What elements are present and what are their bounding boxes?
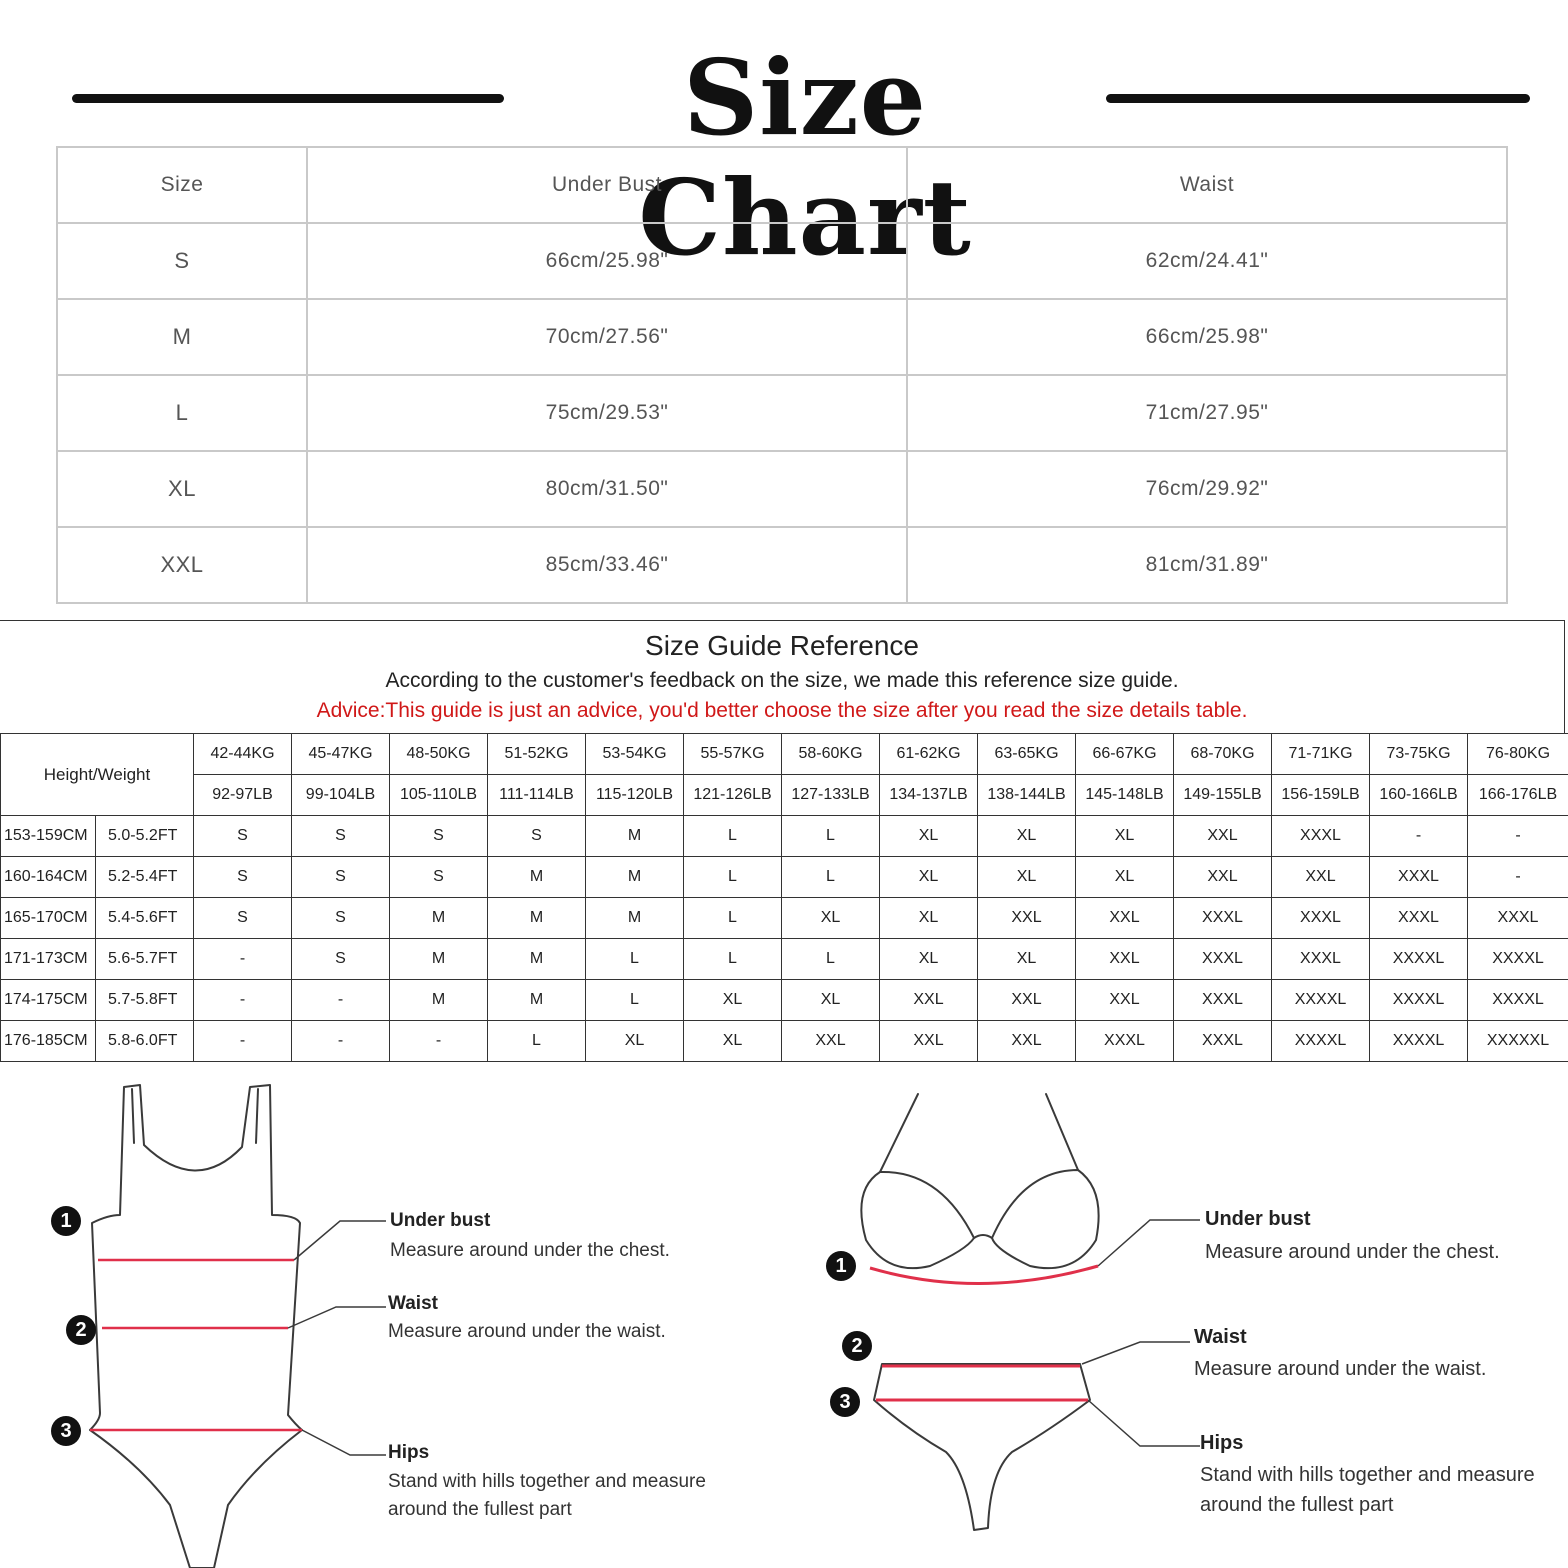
size-cell: - [1468, 857, 1568, 898]
size-cell: XXL [782, 1021, 880, 1062]
waist-desc: Measure around under the waist. [1194, 1358, 1487, 1380]
bikini-outline [861, 1094, 1098, 1530]
height-cm-cell: 176-185CM [1, 1021, 96, 1062]
height-ft-cell: 5.6-5.7FT [96, 939, 194, 980]
size-cell: XXXXL [1272, 980, 1370, 1021]
table-cell: 75cm/29.53" [307, 375, 907, 451]
size-cell: XL [586, 1021, 684, 1062]
size-cell: XXL [880, 980, 978, 1021]
measure-lines [90, 1260, 302, 1430]
size-cell: XXXXL [1272, 1021, 1370, 1062]
size-cell: XXXXL [1370, 939, 1468, 980]
table-cell: 66cm/25.98" [307, 223, 907, 299]
size-cell: XXL [1174, 816, 1272, 857]
size-cell: S [194, 857, 292, 898]
size-cell: XXXL [1370, 898, 1468, 939]
size-cell: XL [880, 898, 978, 939]
size-table [56, 146, 1508, 604]
table-cell: XXL [57, 527, 307, 603]
table-row [1, 1021, 1568, 1062]
size-cell: XL [978, 816, 1076, 857]
weight-lb-header: 145-148LB [1076, 775, 1174, 816]
size-cell: M [488, 939, 586, 980]
weight-lb-header: 99-104LB [292, 775, 390, 816]
weight-lb-header: 149-155LB [1174, 775, 1272, 816]
weight-kg-header: 73-75KG [1370, 734, 1468, 775]
size-cell: XL [978, 857, 1076, 898]
hips-desc-line1: Stand with hills together and measure [1200, 1464, 1535, 1486]
weight-lb-header: 138-144LB [978, 775, 1076, 816]
table-cell: 70cm/27.56" [307, 299, 907, 375]
weight-kg-header: 48-50KG [390, 734, 488, 775]
header-rule-left [72, 94, 504, 103]
size-cell: XXL [978, 980, 1076, 1021]
size-cell: M [488, 857, 586, 898]
weight-kg-header: 63-65KG [978, 734, 1076, 775]
height-weight-header: Height/Weight [1, 734, 194, 816]
size-cell: - [292, 980, 390, 1021]
weight-kg-header: 45-47KG [292, 734, 390, 775]
weight-kg-header: 76-80KG [1468, 734, 1568, 775]
guide-advice: Advice:This guide is just an advice, you'd better choose the size after you read the size details table. [316, 699, 1248, 722]
guide-weight-lb-row [1, 775, 1568, 816]
size-cell: S [390, 816, 488, 857]
size-cell: M [586, 898, 684, 939]
swimsuit-outline [90, 1085, 302, 1568]
weight-kg-header: 71-71KG [1272, 734, 1370, 775]
size-cell: M [390, 980, 488, 1021]
leader-lines [1082, 1220, 1200, 1446]
table-row [1, 898, 1568, 939]
size-guide-table [0, 733, 1568, 1062]
size-cell: - [1468, 816, 1568, 857]
waist-label: Waist [388, 1293, 438, 1314]
size-cell: M [586, 816, 684, 857]
size-cell: XXXL [1174, 939, 1272, 980]
weight-lb-header: 156-159LB [1272, 775, 1370, 816]
table-cell: M [57, 299, 307, 375]
leader-lines [288, 1221, 386, 1455]
size-cell: S [292, 898, 390, 939]
step-3-badge: 3 [51, 1416, 81, 1446]
size-table-header: Waist [907, 147, 1507, 223]
bikini-measure-illustration [790, 1080, 1230, 1540]
size-cell: XL [684, 980, 782, 1021]
under-bust-label: Under bust [1205, 1208, 1311, 1230]
table-row [57, 223, 1507, 299]
guide-subtitle: According to the customer's feedback on the size, we made this reference size guide. [385, 669, 1179, 692]
size-cell: M [488, 980, 586, 1021]
height-cm-cell: 160-164CM [1, 857, 96, 898]
table-cell: 62cm/24.41" [907, 223, 1507, 299]
weight-kg-header: 55-57KG [684, 734, 782, 775]
weight-lb-header: 121-126LB [684, 775, 782, 816]
size-cell: S [292, 816, 390, 857]
step-1-badge: 1 [51, 1206, 81, 1236]
size-cell: XL [782, 898, 880, 939]
table-cell: XL [57, 451, 307, 527]
table-cell: 66cm/25.98" [907, 299, 1507, 375]
size-cell: L [684, 816, 782, 857]
table-cell: 76cm/29.92" [907, 451, 1507, 527]
step-2-badge: 2 [66, 1315, 96, 1345]
size-cell: XL [880, 816, 978, 857]
weight-kg-header: 53-54KG [586, 734, 684, 775]
weight-lb-header: 166-176LB [1468, 775, 1568, 816]
height-cm-cell: 174-175CM [1, 980, 96, 1021]
weight-kg-header: 42-44KG [194, 734, 292, 775]
size-cell: - [194, 980, 292, 1021]
height-ft-cell: 5.0-5.2FT [96, 816, 194, 857]
under-bust-desc: Measure around under the chest. [1205, 1241, 1500, 1263]
size-cell: XXXXXL [1468, 1021, 1568, 1062]
size-cell: L [684, 857, 782, 898]
under-bust-label: Under bust [390, 1210, 491, 1231]
size-cell: L [782, 857, 880, 898]
weight-lb-header: 92-97LB [194, 775, 292, 816]
size-cell: M [586, 857, 684, 898]
table-cell: 85cm/33.46" [307, 527, 907, 603]
page-title: Size Chart [638, 36, 972, 279]
size-table-header: Under Bust [307, 147, 907, 223]
size-cell: XXL [1174, 857, 1272, 898]
size-cell: S [390, 857, 488, 898]
height-ft-cell: 5.8-6.0FT [96, 1021, 194, 1062]
size-table-header: Size [57, 147, 307, 223]
size-cell: L [488, 1021, 586, 1062]
table-row [57, 299, 1507, 375]
size-cell: XL [684, 1021, 782, 1062]
size-cell: M [390, 898, 488, 939]
header-rule-right [1106, 94, 1530, 103]
table-row [57, 527, 1507, 603]
size-cell: XXXL [1272, 816, 1370, 857]
size-cell: - [194, 939, 292, 980]
size-cell: - [390, 1021, 488, 1062]
hips-desc-line2: around the fullest part [1200, 1494, 1394, 1516]
weight-lb-header: 127-133LB [782, 775, 880, 816]
height-cm-cell: 171-173CM [1, 939, 96, 980]
weight-lb-header: 134-137LB [880, 775, 978, 816]
size-cell: XXXXL [1370, 980, 1468, 1021]
table-cell: 80cm/31.50" [307, 451, 907, 527]
height-cm-cell: 153-159CM [1, 816, 96, 857]
size-cell: S [488, 816, 586, 857]
height-ft-cell: 5.4-5.6FT [96, 898, 194, 939]
weight-lb-header: 115-120LB [586, 775, 684, 816]
height-ft-cell: 5.7-5.8FT [96, 980, 194, 1021]
weight-kg-header: 61-62KG [880, 734, 978, 775]
size-cell: XL [880, 857, 978, 898]
size-cell: L [684, 939, 782, 980]
step-1-badge: 1 [826, 1251, 856, 1281]
height-ft-cell: 5.2-5.4FT [96, 857, 194, 898]
guide-weight-kg-row [1, 734, 1568, 775]
weight-lb-header: 105-110LB [390, 775, 488, 816]
weight-kg-header: 68-70KG [1174, 734, 1272, 775]
size-cell: - [292, 1021, 390, 1062]
size-cell: XXL [1272, 857, 1370, 898]
size-cell: L [586, 939, 684, 980]
hips-label: Hips [1200, 1432, 1244, 1454]
size-cell: L [782, 816, 880, 857]
size-cell: XXXL [1076, 1021, 1174, 1062]
table-row [57, 451, 1507, 527]
size-cell: XXXL [1174, 1021, 1272, 1062]
size-cell: XXL [1076, 898, 1174, 939]
table-row [57, 375, 1507, 451]
size-cell: XXXXL [1370, 1021, 1468, 1062]
table-row [1, 857, 1568, 898]
table-cell: 81cm/31.89" [907, 527, 1507, 603]
weight-kg-header: 66-67KG [1076, 734, 1174, 775]
waist-desc: Measure around under the waist. [388, 1321, 666, 1342]
size-cell: XXL [1076, 939, 1174, 980]
weight-kg-header: 51-52KG [488, 734, 586, 775]
guide-title: Size Guide Reference [645, 630, 919, 661]
size-cell: S [194, 816, 292, 857]
size-cell: S [194, 898, 292, 939]
size-cell: XL [782, 980, 880, 1021]
table-row [1, 816, 1568, 857]
weight-lb-header: 160-166LB [1370, 775, 1468, 816]
height-cm-cell: 165-170CM [1, 898, 96, 939]
size-cell: XL [880, 939, 978, 980]
size-cell: - [1370, 816, 1468, 857]
under-bust-desc: Measure around under the chest. [390, 1240, 670, 1261]
size-cell: - [194, 1021, 292, 1062]
size-cell: XXXL [1174, 898, 1272, 939]
hips-label: Hips [388, 1442, 430, 1463]
size-cell: L [684, 898, 782, 939]
hips-desc-line2: around the fullest part [388, 1499, 572, 1520]
size-cell: XL [978, 939, 1076, 980]
size-cell: XL [1076, 816, 1174, 857]
size-cell: L [586, 980, 684, 1021]
table-row [1, 939, 1568, 980]
size-cell: XXL [1076, 980, 1174, 1021]
size-cell: XXXL [1468, 898, 1568, 939]
weight-kg-header: 58-60KG [782, 734, 880, 775]
size-cell: XXXXL [1468, 980, 1568, 1021]
weight-lb-header: 111-114LB [488, 775, 586, 816]
size-cell: XXXXL [1468, 939, 1568, 980]
size-cell: XXL [880, 1021, 978, 1062]
measure-lines [870, 1266, 1098, 1400]
step-2-badge: 2 [842, 1331, 872, 1361]
size-cell: XXXL [1272, 898, 1370, 939]
size-cell: M [390, 939, 488, 980]
size-cell: XXL [978, 898, 1076, 939]
size-cell: S [292, 939, 390, 980]
size-cell: XXL [978, 1021, 1076, 1062]
size-cell: XXXL [1174, 980, 1272, 1021]
step-3-badge: 3 [830, 1387, 860, 1417]
size-cell: XXXL [1272, 939, 1370, 980]
table-row [1, 980, 1568, 1021]
table-cell: 71cm/27.95" [907, 375, 1507, 451]
waist-label: Waist [1194, 1326, 1247, 1348]
size-cell: XXXL [1370, 857, 1468, 898]
size-cell: S [292, 857, 390, 898]
size-cell: XL [1076, 857, 1174, 898]
table-cell: S [57, 223, 307, 299]
size-cell: L [782, 939, 880, 980]
size-table-header-row [57, 147, 1507, 223]
size-cell: M [488, 898, 586, 939]
table-cell: L [57, 375, 307, 451]
hips-desc-line1: Stand with hills together and measure [388, 1471, 706, 1492]
